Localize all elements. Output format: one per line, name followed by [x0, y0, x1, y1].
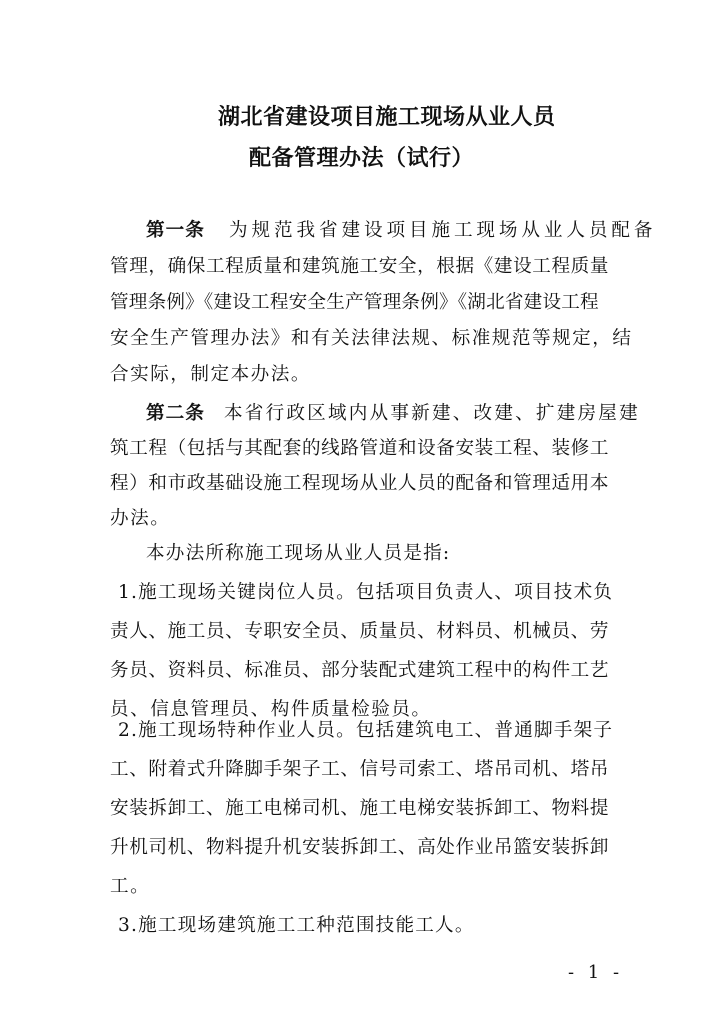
article-1-text-4: 安全生产管理办法》和有关法律法规、标准规范等规定，结 — [110, 328, 633, 349]
article-2-text-4: 办法。 — [110, 508, 171, 529]
article-1-text-2: 管理，确保工程质量和建筑施工安全，根据《建设工程质量 — [110, 256, 610, 277]
item-2-text-5: 工。 — [110, 876, 151, 897]
article-2-text-1: 本省行政区域内从事新建、改建、扩建房屋建 — [224, 403, 640, 424]
article-2-label: 第二条 — [146, 403, 205, 424]
item-3-text-1: 3.施工现场建筑施工工种范围技能工人。 — [118, 915, 475, 936]
article-1-text-5: 合实际，制定本办法。 — [110, 364, 311, 385]
item-2-text-3: 安装拆卸工、施工电梯司机、施工电梯安装拆卸工、物料提 — [110, 798, 610, 819]
article-1-label: 第一条 — [146, 220, 205, 241]
item-1-text-1: 1.施工现场关键岗位人员。包括项目负责人、项目技术负 — [118, 582, 614, 603]
document-title-line-2: 配备管理办法（试行） — [249, 145, 475, 171]
item-2-text-1: 2.施工现场特种作业人员。包括建筑电工、普通脚手架子 — [118, 720, 614, 741]
item-2-text-4: 升机司机、物料提升机安装拆卸工、高处作业吊篮安装拆卸 — [110, 837, 610, 858]
intro-text: 本办法所称施工现场从业人员是指: — [146, 543, 451, 564]
item-1-text-2: 责人、施工员、专职安全员、质量员、材料员、机械员、劳 — [110, 621, 610, 642]
item-2-text-2: 工、附着式升降脚手架子工、信号司索工、塔吊司机、塔吊 — [110, 759, 610, 780]
page-number: - 1 - — [568, 962, 624, 983]
item-1-text-4: 员、信息管理员、构件质量检验员。 — [110, 699, 432, 720]
article-1-text-3: 管理条例》《建设工程安全生产管理条例》《湖北省建设工程 — [110, 292, 599, 313]
item-1-text-3: 务员、资料员、标准员、部分装配式建筑工程中的构件工艺 — [110, 660, 610, 681]
article-2-text-2: 筑工程（包括与其配套的线路管道和设备安装工程、装修工 — [110, 438, 610, 459]
article-2-text-3: 程）和市政基础设施工程现场从业人员的配备和管理适用本 — [110, 473, 610, 494]
document-title-line-1: 湖北省建设项目施工现场从业人员 — [218, 104, 556, 130]
article-1-text-1: 为规范我省建设项目施工现场从业人员配备 — [229, 220, 657, 241]
